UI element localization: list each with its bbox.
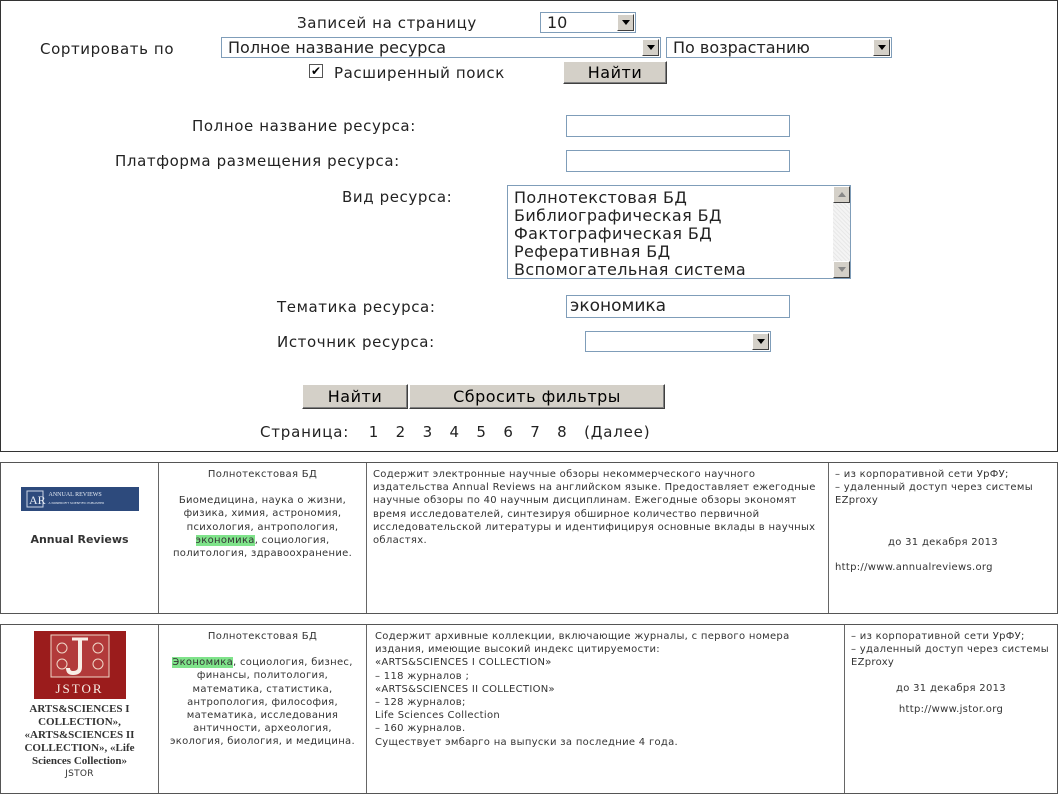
resource-url[interactable]: http://www.jstor.org <box>898 703 1004 715</box>
source-label: Источник ресурса: <box>277 333 435 351</box>
access-cell <box>845 625 1057 793</box>
page-link-1[interactable]: 1 <box>368 423 380 441</box>
listbox-option[interactable]: Реферативная БД <box>514 242 671 261</box>
chevron-down-icon[interactable] <box>642 39 659 56</box>
topics-cell <box>159 625 367 793</box>
resource-description: Содержит электронные научные обзоры некоммерческого научного издательства Annual Reviews на английском языке. Предоставляет ежегодные научные обзоры по 40 научным дисциплинам. Ежегодные обзоры экономят время исследователей, синтезируя обширное количество первичной исследовательской литературы и идентифицируя основные вклады в научных областях. <box>373 469 816 547</box>
records-per-page-label: Записей на страницу <box>297 14 477 32</box>
logo-text: ANNUAL REVIEWS <box>48 492 102 498</box>
records-per-page-select[interactable] <box>540 12 636 33</box>
chevron-down-icon[interactable] <box>752 333 769 350</box>
top-find-button[interactable]: Найти <box>563 61 667 84</box>
records-per-page-value: 10 <box>547 13 568 32</box>
listbox-option[interactable]: Фактографическая БД <box>514 224 713 243</box>
logo-subtext: A NONPROFIT SCIENTIFIC PUBLISHER <box>48 501 105 505</box>
annual-reviews-logo[interactable] <box>21 487 139 511</box>
result-row <box>0 624 1058 794</box>
access-info: – из корпоративной сети УрФУ; – удаленный доступ через системы EZproxy <box>851 631 1049 669</box>
pagination-label: Страница: <box>260 423 350 441</box>
page-link-2[interactable]: 2 <box>395 423 406 441</box>
advanced-search-checkbox[interactable]: ✔ <box>310 64 322 78</box>
result-row <box>0 462 1058 614</box>
jstor-emblem-icon <box>50 634 110 678</box>
resource-name: Annual Reviews <box>30 533 129 546</box>
resource-type-label: Вид ресурса: <box>342 188 453 206</box>
resource-topics <box>165 494 360 560</box>
resource-type: Полнотекстовая БД <box>207 631 318 642</box>
listbox-option[interactable]: Вспомогательная система <box>514 260 747 279</box>
topics-cell <box>159 463 367 613</box>
pagination <box>260 423 661 441</box>
chevron-down-icon[interactable] <box>617 14 634 31</box>
sort-order-select[interactable] <box>666 37 892 58</box>
next-page-link[interactable]: (Далее) <box>584 423 651 441</box>
topic-highlight: экономика <box>195 534 255 546</box>
sort-by-label: Сортировать по <box>40 40 175 58</box>
description-cell <box>367 463 829 613</box>
topics-text: , социология, политология, здравоохранение. <box>172 534 353 560</box>
topic-highlight: Экономика <box>172 657 234 669</box>
advanced-search-label: Расширенный поиск <box>334 64 505 82</box>
logo-cell <box>1 463 159 613</box>
chevron-down-icon[interactable] <box>873 39 890 56</box>
page-link-5[interactable]: 5 <box>476 423 487 441</box>
page-link-4[interactable]: 4 <box>449 423 460 441</box>
sort-field-select[interactable] <box>221 37 661 58</box>
scroll-down-icon[interactable] <box>833 261 850 278</box>
description-cell <box>367 625 845 793</box>
resource-topics <box>165 656 360 748</box>
full-name-label: Полное название ресурса: <box>192 117 416 135</box>
access-until: до 31 декабря 2013 <box>888 536 998 548</box>
access-cell <box>829 463 1057 613</box>
resource-type: Полнотекстовая БД <box>207 469 318 480</box>
page-link-8[interactable]: 8 <box>557 423 568 441</box>
page-link-7[interactable]: 7 <box>530 423 541 441</box>
topic-input[interactable]: экономика <box>566 295 790 318</box>
resource-type-listbox[interactable] <box>507 185 851 279</box>
resource-name-sub: JSTOR <box>65 769 94 779</box>
platform-label: Платформа размещения ресурса: <box>115 152 400 170</box>
full-name-input[interactable] <box>566 115 790 137</box>
page-link-6[interactable]: 6 <box>503 423 514 441</box>
reset-filters-button[interactable]: Сбросить фильтры <box>409 384 665 409</box>
topics-text: , социология, бизнес, финансы, политология, математика, статистика, антропология, философия, математика, исследования античности, археология, экология, биология, и медицина. <box>170 657 355 748</box>
resource-name: ARTS&SCIENCES I COLLECTION», «ARTS&SCIENCES II COLLECTION», «Life Sciences Collection» <box>24 703 135 767</box>
svg-text:AR: AR <box>28 493 46 507</box>
resource-description: Содержит архивные коллекции, включающие журналы, с первого номера издания, имеющие высокий индекс цитируемости: «ARTS&SCIENCES I COLLECTION» – 118 журналов ; «ARTS&SCIENCES II COLLECTION» – 128 журналов; Life Sciences Collection – 160 журналов. Существует эмбарго на выпуски за последние 4 года. <box>375 631 790 748</box>
access-info: – из корпоративной сети УрФУ; – удаленный доступ через системы EZproxy <box>835 469 1033 507</box>
listbox-option[interactable]: Полнотекстовая БД <box>514 188 688 207</box>
source-select[interactable] <box>585 331 771 352</box>
logo-text: JSTOR <box>55 681 104 696</box>
listbox-scrollbar[interactable] <box>833 186 850 278</box>
annual-reviews-emblem-icon <box>26 490 44 508</box>
jstor-logo[interactable] <box>34 631 126 699</box>
sort-order-value: По возрастанию <box>673 38 810 57</box>
find-button[interactable]: Найти <box>302 384 408 409</box>
topic-label: Тематика ресурса: <box>277 298 436 316</box>
scroll-up-icon[interactable] <box>833 186 850 203</box>
resource-url[interactable]: http://www.annualreviews.org <box>835 561 993 573</box>
sort-field-value: Полное название ресурса <box>228 38 447 57</box>
platform-input[interactable] <box>566 150 790 172</box>
page-link-3[interactable]: 3 <box>422 423 433 441</box>
topics-text: Биомедицина, наука о жизни, физика, химия, астрономия, психология, антропология, <box>178 495 347 533</box>
listbox-option[interactable]: Библиографическая БД <box>514 206 722 225</box>
access-until: до 31 декабря 2013 <box>896 682 1006 694</box>
logo-cell <box>1 625 159 793</box>
